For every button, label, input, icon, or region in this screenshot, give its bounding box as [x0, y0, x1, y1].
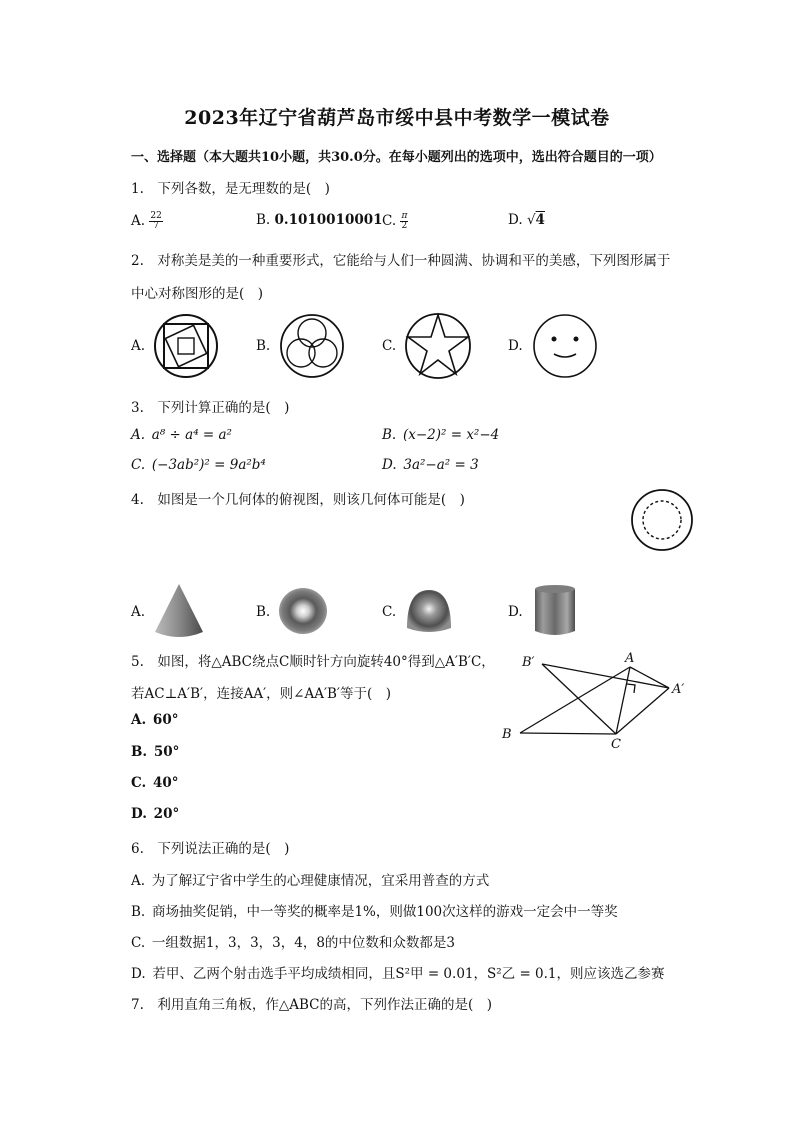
q4-c-label: C.: [382, 604, 397, 620]
q1-c-fraction: [400, 212, 408, 231]
q2-figure-c: [404, 312, 472, 380]
q4-a-label: A.: [131, 604, 146, 620]
q3-option-b: B. (x−2)² = x²−4: [382, 427, 500, 443]
section-header: 一、选择题（本大题共10小题，共30.0分。在每小题列出的选项中，选出符合题目的一项）: [131, 150, 662, 165]
label-b-prime: B′: [522, 655, 535, 670]
q4-stem: 4. 如图是一个几何体的俯视图，则该几何体可能是( ): [131, 492, 465, 508]
q2-stem-line1: 2. 对称美是美的一种重要形式，它能给与人们一种圆满、协调和平的美感，下列图形属于: [131, 253, 671, 269]
q1-option-a: [131, 212, 163, 231]
q1-a-denominator: 7: [153, 221, 159, 231]
q1-b-label: B.: [256, 212, 271, 228]
q1-stem: 1. 下列各数，是无理数的是( ): [131, 181, 330, 197]
label-b: B: [502, 727, 512, 742]
q1-option-d: [508, 212, 545, 228]
q4-b-label: B.: [256, 604, 271, 620]
q2-c-label: C.: [382, 338, 397, 354]
q1-a-label: A.: [131, 213, 146, 229]
page-title: 2023年辽宁省葫芦岛市绥中县中考数学一模试卷: [184, 107, 610, 129]
q4-ring-figure: [277, 586, 329, 636]
q5-option-c: C. 40°: [131, 775, 179, 791]
q4-cone-figure: [153, 582, 205, 640]
q1-c-label: C.: [382, 213, 397, 229]
sqrt-icon: √: [526, 212, 536, 228]
q5-option-b: B. 50°: [131, 744, 180, 760]
q3-stem: 3. 下列计算正确的是( ): [131, 400, 290, 416]
q2-b-label: B.: [256, 338, 271, 354]
q5-stem-line2: 若AC⊥A′B′，连接AA′，则∠AA′B′等于( ): [131, 686, 392, 702]
q5-rotation-figure: [498, 648, 698, 753]
label-c: C: [611, 737, 621, 752]
q1-c-numerator: π: [401, 211, 408, 221]
q2-a-label: A.: [131, 338, 146, 354]
q1-option-b: [256, 212, 383, 228]
q3-option-d: D. 3a²−a² = 3: [382, 457, 479, 473]
q1-option-c: [382, 212, 408, 231]
q5-stem-line1: 5. 如图，将△ABC绕点C顺时针方向旋转40°得到△A′B′C，: [131, 654, 495, 670]
label-a: A: [625, 651, 635, 666]
q5-option-a: A. 60°: [131, 712, 179, 728]
q6-option-a: A. 为了解辽宁省中学生的心理健康情况，宜采用普查的方式: [131, 873, 490, 889]
q1-d-label: D.: [508, 212, 523, 228]
q2-figure-a: [152, 312, 220, 380]
q3-option-a: A. a⁸ ÷ a⁴ = a²: [131, 427, 232, 443]
q4-top-view-figure: [630, 488, 694, 552]
q4-d-label: D.: [508, 604, 523, 620]
q2-d-label: D.: [508, 338, 523, 354]
q2-figure-d: [532, 313, 598, 379]
q1-b-value: 0.1010010001: [274, 212, 383, 228]
q6-option-d: D. 若甲、乙两个射击选手平均成绩相同，且S²甲 = 0.01，S²乙 = 0.1，则应该选乙参赛: [131, 966, 665, 982]
q1-a-numerator: 22: [150, 211, 162, 221]
q6-stem: 6. 下列说法正确的是( ): [131, 841, 290, 857]
q2-figure-b: [279, 313, 345, 379]
q1-d-radicand: 4: [535, 212, 545, 228]
q1-c-denominator: 2: [401, 221, 408, 231]
q5-option-d: D. 20°: [131, 806, 180, 822]
q7-stem: 7. 利用直角三角板，作△ABC的高，下列作法正确的是( ): [131, 997, 493, 1013]
q3-option-c: C. (−3ab²)² = 9a²b⁴: [131, 457, 266, 473]
q4-dome-figure: [404, 588, 454, 636]
q4-cylinder-figure: [531, 583, 579, 639]
label-a-prime: A′: [672, 682, 685, 697]
q6-option-b: B. 商场抽奖促销，中一等奖的概率是1%，则做100次这样的游戏一定会中一等奖: [131, 904, 618, 920]
q1-a-fraction: [149, 212, 162, 231]
q6-option-c: C. 一组数据1，3，3，3，4，8的中位数和众数都是3: [131, 935, 456, 951]
q2-stem-line2: 中心对称图形的是( ): [131, 286, 264, 302]
